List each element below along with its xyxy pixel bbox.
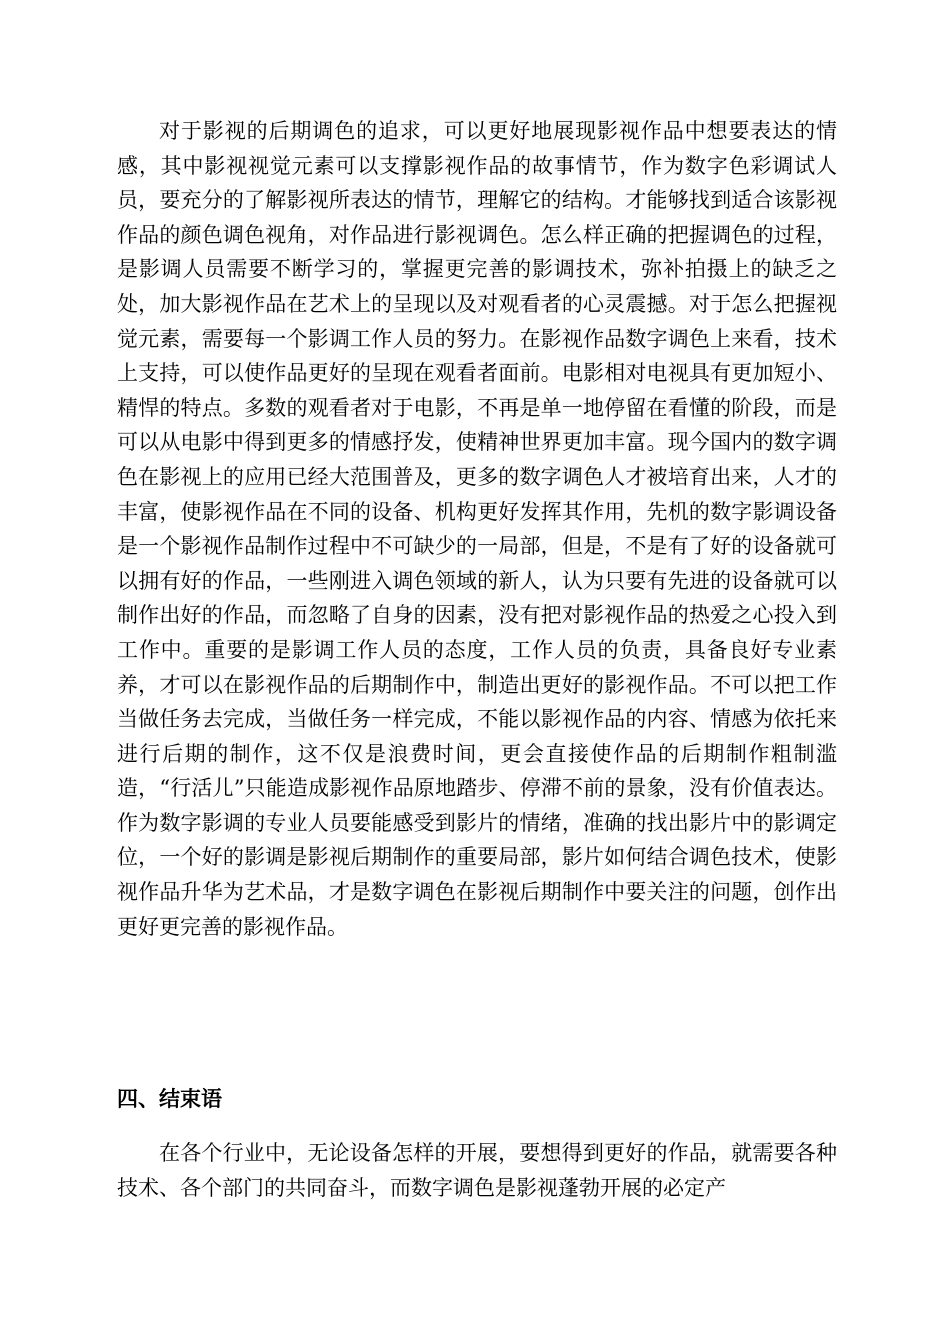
body-paragraph: 对于影视的后期调色的追求，可以更好地展现影视作品中想要表达的情感，其中影视视觉元素可以支撑影视作品的故事情节，作为数字色彩调试人员，要充分的了解影视所表达的情节，理解它的结构。才能够找到适合该影视作品的颜色调色视角，对作品进行影视调色。怎么样正确的把握调色的过程，是影调人员需要不断学习的，掌握更完善的影调技术，弥补拍摄上的缺乏之处，加大影视作品在艺术上的呈现以及对观看者的心灵震撼。对于怎么把握视觉元素，需要每一个影调工作人员的努力。在影视作品数字调色上来看，技术上支持，可以使作品更好的呈现在观看者面前。电影相对电视具有更加短小、精悍的特点。多数的观看者对于电影，不再是单一地停留在看懂的阶段，而是可以从电影中得到更多的情感抒发，使精神世界更加丰富。现今国内的数字调色在影视上的应用已经大范围普及，更多的数字调色人才被培育出来，人才的丰富，使影视作品在不同的设备、机构更好发挥其作用，先机的数字影调设备是一个影视作品制作过程中不可缺少的一局部，但是，不是有了好的设备就可以拥有好的作品，一些刚进入调色领域的新人，认为只要有先进的设备就可以制作出好的作品，而忽略了自身的因素，没有把对影视作品的热爱之心投入到工作中。重要的是影调工作人员的态度，工作人员的负责，具备良好专业素养，才可以在影视作品的后期制作中，制造出更好的影视作品。不可以把工作当做任务去完成，当做任务一样完成，不能以影视作品的内容、情感为依托来进行后期的制作，这不仅是浪费时间，更会直接使作品的后期制作粗制滥造，“行活儿”只能造成影视作品原地踏步、停滞不前的景象，没有价值表达。作为数字影调的专业人员要能感受到影片的情绪，准确的找出影片中的影调定位，一个好的影调是影视后期制作的重要局部，影片如何结合调色技术，使影视作品升华为艺术品，才是数字调色在影视后期制作中要关注的问题，创作出更好更完善的影视作品。	[117, 119, 837, 939]
body-paragraph-conclusion: 在各个行业中，无论设备怎样的开展，要想得到更好的作品，就需要各种技术、各个部门的共同奋斗，而数字调色是影视蓬勃开展的必定产	[117, 1141, 837, 1200]
section-heading: 四、结束语	[117, 1087, 222, 1111]
